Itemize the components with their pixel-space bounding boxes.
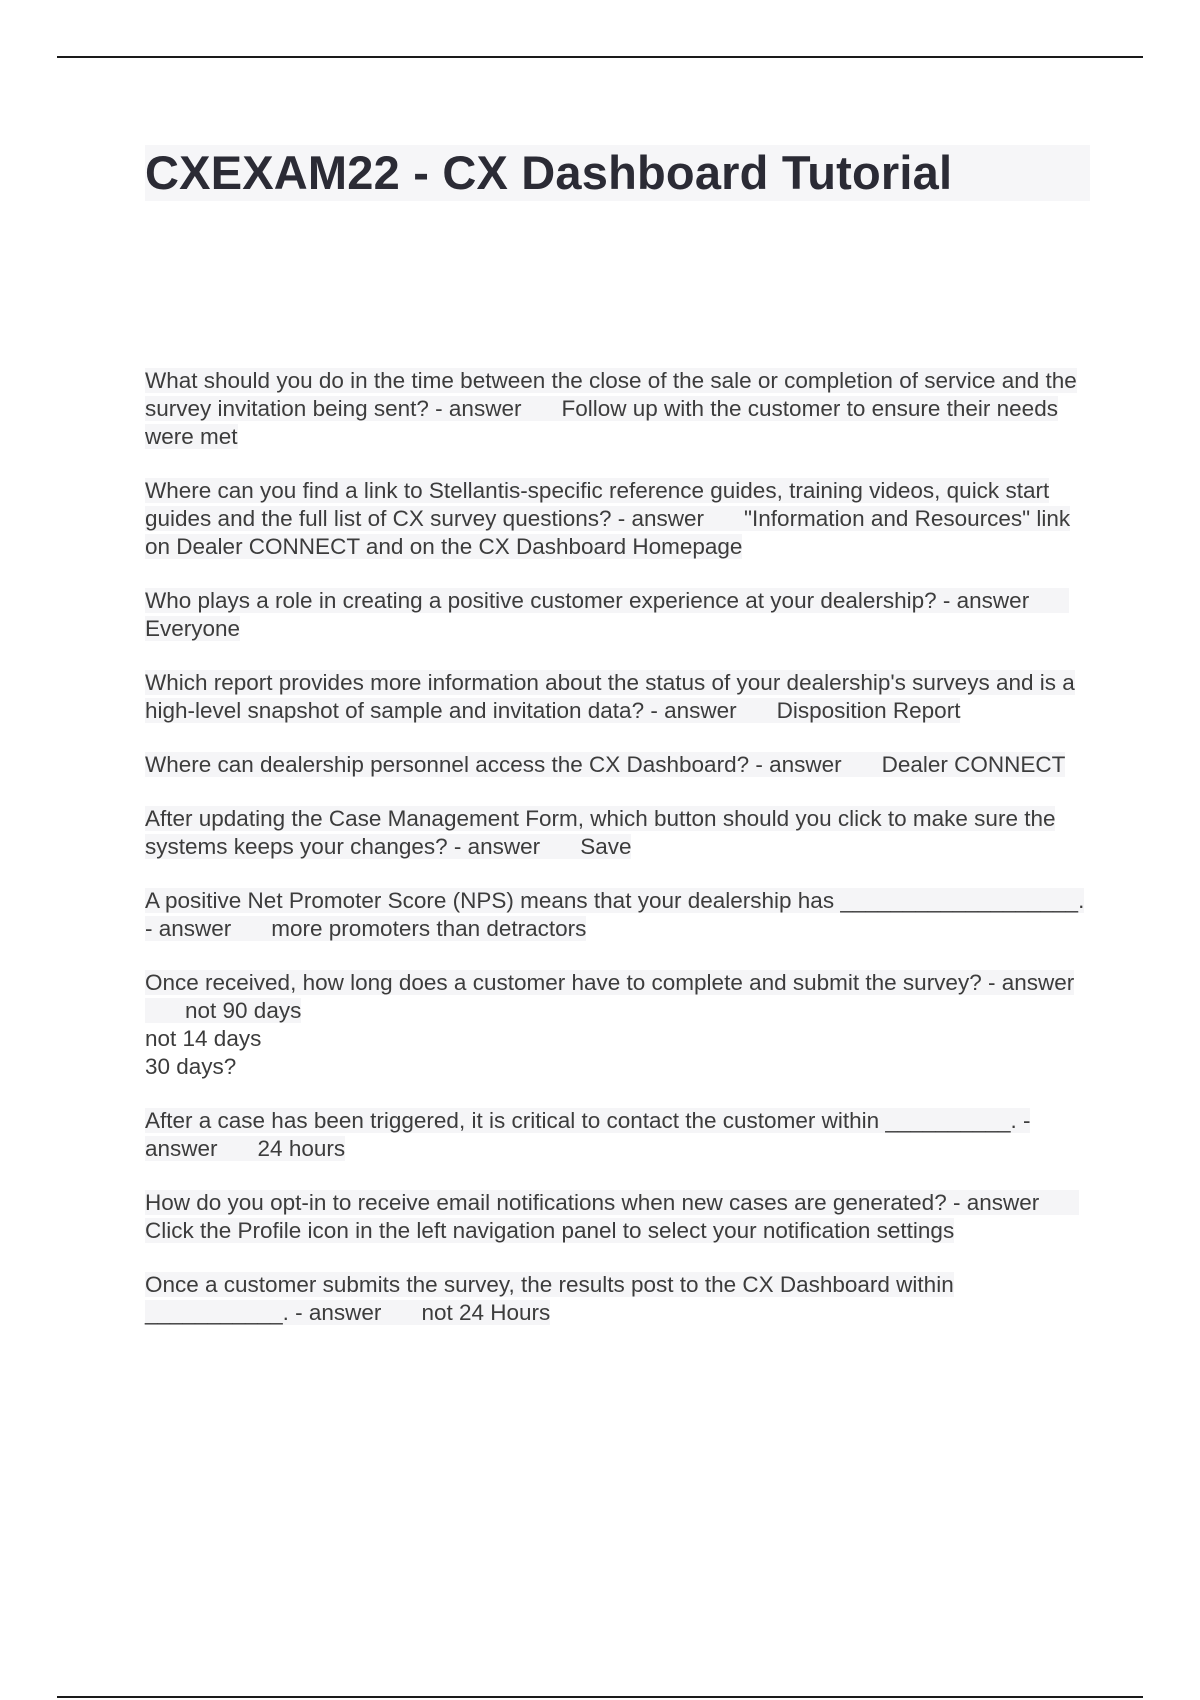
answer-text: Dealer CONNECT: [881, 752, 1066, 777]
answer-text: Follow up with the customer to ensure their needs were met: [145, 396, 1058, 449]
question-text: A positive Net Promoter Score (NPS) means that your dealership has ___________________. - answer: [145, 888, 1085, 941]
question-text: After updating the Case Management Form, which button should you click to make sure the systems keeps your changes? - answer: [145, 806, 1056, 859]
top-rule: [57, 56, 1143, 58]
question-text: After a case has been triggered, it is critical to contact the customer within __________. - answer: [145, 1108, 1031, 1161]
qa-list: [145, 367, 1090, 1327]
qa-item: [145, 1107, 1090, 1163]
answer-text: 24 hours: [257, 1136, 346, 1161]
document-body: [145, 145, 1090, 1353]
question-text: What should you do in the time between the close of the sale or completion of service and the survey invitation being sent? - answer: [145, 368, 1077, 421]
question-text: Who plays a role in creating a positive customer experience at your dealership? - answer: [145, 588, 1030, 613]
qa-item: [145, 587, 1090, 643]
answer-text: Everyone: [145, 616, 241, 641]
question-text: How do you opt-in to receive email notifications when new cases are generated? - answer: [145, 1190, 1040, 1215]
qa-item: [145, 969, 1090, 1081]
document-title: CXEXAM22 - CX Dashboard Tutorial: [145, 145, 1090, 201]
qa-item: [145, 805, 1090, 861]
qa-item: [145, 1271, 1090, 1327]
qa-item: [145, 477, 1090, 561]
answer-text: Click the Profile icon in the left navigation panel to select your notification settings: [145, 1218, 955, 1243]
bottom-rule: [57, 1696, 1143, 1698]
qa-item: [145, 669, 1090, 725]
answer-extra-line: 30 days?: [145, 1054, 237, 1079]
qa-item: [145, 367, 1090, 451]
answer-extra-line: not 14 days: [145, 1026, 262, 1051]
qa-item: [145, 887, 1090, 943]
question-text: Where can you find a link to Stellantis-specific reference guides, training videos, quick start guides and the full list of CX survey questions? - answer: [145, 478, 1050, 531]
question-text: Which report provides more information about the status of your dealership's surveys and is a high-level snapshot of sample and invitation data? - answer: [145, 670, 1075, 723]
answer-text: not 24 Hours: [421, 1300, 551, 1325]
answer-text: "Information and Resources" link on Dealer CONNECT and on the CX Dashboard Homepage: [145, 506, 1071, 559]
answer-text: Disposition Report: [776, 698, 961, 723]
question-text: Once a customer submits the survey, the results post to the CX Dashboard within ___________. - answer: [145, 1272, 954, 1325]
question-text: Where can dealership personnel access the CX Dashboard? - answer: [145, 752, 842, 777]
answer-text: not 90 days: [185, 998, 302, 1023]
answer-text: more promoters than detractors: [271, 916, 587, 941]
answer-text: Save: [580, 834, 632, 859]
qa-item: [145, 751, 1090, 779]
qa-item: [145, 1189, 1090, 1245]
question-text: Once received, how long does a customer have to complete and submit the survey? - answer: [145, 970, 1075, 995]
